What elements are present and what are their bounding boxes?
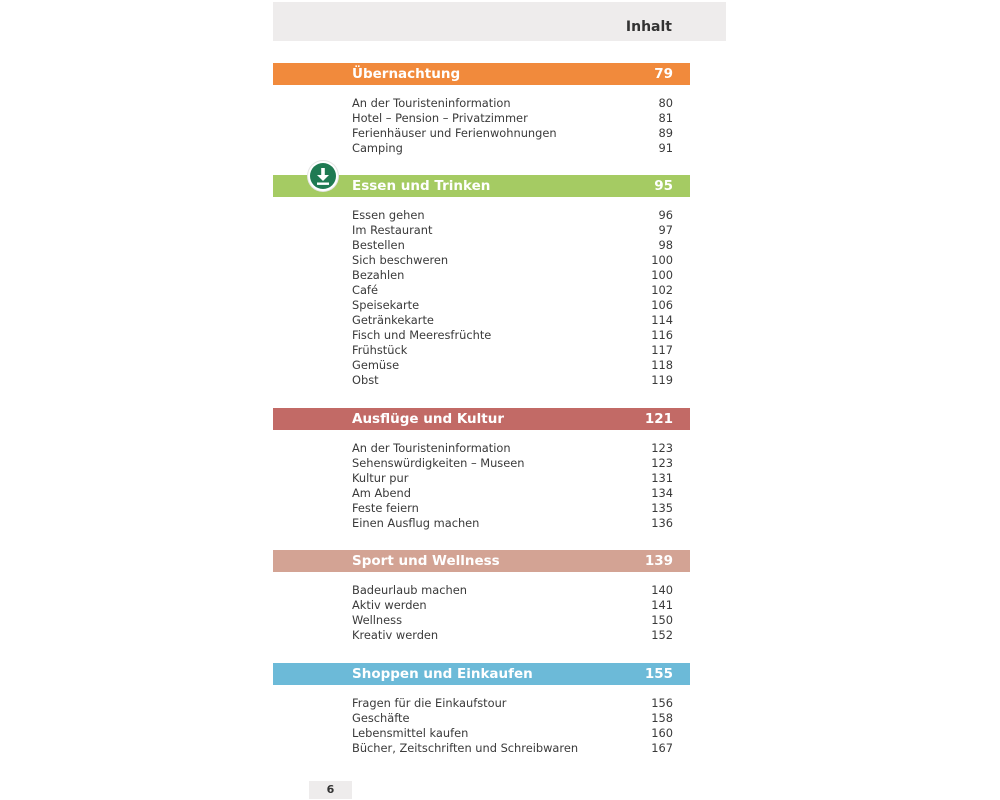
entry-page-number: 96 <box>658 208 673 222</box>
entry-label: Bezahlen <box>352 268 405 282</box>
toc-entry[interactable] <box>352 223 673 238</box>
section-header[interactable] <box>273 663 690 685</box>
page-number: 6 <box>326 783 335 796</box>
entry-list <box>352 696 673 756</box>
entry-label: Getränkekarte <box>352 313 434 327</box>
toc-entry[interactable] <box>352 741 673 756</box>
entry-label: Badeurlaub machen <box>352 583 467 597</box>
section-page-number: 95 <box>654 178 673 194</box>
entry-page-number: 91 <box>658 141 673 155</box>
entry-page-number: 156 <box>651 696 673 710</box>
entry-label: Sich beschweren <box>352 253 449 267</box>
entry-label: Kreativ werden <box>352 628 439 642</box>
entry-page-number: 98 <box>658 238 673 252</box>
entry-page-number: 97 <box>658 223 673 237</box>
entry-page-number: 160 <box>651 726 673 740</box>
toc-entry[interactable] <box>352 516 673 531</box>
entry-list <box>352 208 673 388</box>
entry-page-number: 116 <box>651 328 673 342</box>
toc-entry[interactable] <box>352 456 673 471</box>
entry-page-number: 135 <box>651 501 673 515</box>
entry-label: Am Abend <box>352 486 411 500</box>
toc-entry[interactable] <box>352 358 673 373</box>
entry-page-number: 81 <box>658 111 673 125</box>
section-page-number: 139 <box>644 553 673 569</box>
toc-entry[interactable] <box>352 328 673 343</box>
entry-label: Aktiv werden <box>352 598 427 612</box>
toc-entry[interactable] <box>352 268 673 283</box>
toc-entry[interactable] <box>352 343 673 358</box>
entry-label: An der Touristeninformation <box>352 96 511 110</box>
toc-entry[interactable] <box>352 111 673 126</box>
entry-label: Lebensmittel kaufen <box>352 726 469 740</box>
entry-page-number: 136 <box>651 516 673 530</box>
entry-label: Obst <box>352 373 379 387</box>
section-page-number: 79 <box>654 66 673 82</box>
toc-entry[interactable] <box>352 726 673 741</box>
section-title: Essen und Trinken <box>352 178 491 194</box>
entry-label: Café <box>352 283 378 297</box>
toc-entry[interactable] <box>352 96 673 111</box>
entry-page-number: 158 <box>651 711 673 725</box>
toc-entry[interactable] <box>352 583 673 598</box>
toc-entry[interactable] <box>352 208 673 223</box>
entry-page-number: 80 <box>658 96 673 110</box>
entry-label: An der Touristeninformation <box>352 441 511 455</box>
entry-page-number: 123 <box>651 456 673 470</box>
entry-page-number: 100 <box>651 268 673 282</box>
toc-entry[interactable] <box>352 711 673 726</box>
entry-label: Fisch und Meeresfrüchte <box>352 328 492 342</box>
toc-entry[interactable] <box>352 613 673 628</box>
entry-page-number: 100 <box>651 253 673 267</box>
toc-entry[interactable] <box>352 313 673 328</box>
toc-entry[interactable] <box>352 253 673 268</box>
section-header[interactable] <box>273 408 690 430</box>
entry-page-number: 167 <box>651 741 673 755</box>
download-button[interactable] <box>308 161 338 191</box>
toc-entry[interactable] <box>352 696 673 711</box>
entry-label: Camping <box>352 141 403 155</box>
toc-entry[interactable] <box>352 141 673 156</box>
entry-label: Bestellen <box>352 238 405 252</box>
entry-label: Speisekarte <box>352 298 420 312</box>
page-header <box>273 2 726 41</box>
section-header[interactable] <box>273 550 690 572</box>
entry-page-number: 114 <box>651 313 673 327</box>
toc-entry[interactable] <box>352 471 673 486</box>
section-page-number: 121 <box>644 411 673 427</box>
toc-entry[interactable] <box>352 598 673 613</box>
section-title: Shoppen und Einkaufen <box>352 666 533 682</box>
entry-page-number: 131 <box>651 471 673 485</box>
entry-page-number: 102 <box>651 283 673 297</box>
toc-entry[interactable] <box>352 238 673 253</box>
download-icon <box>309 162 337 190</box>
entry-label: Gemüse <box>352 358 400 372</box>
entry-label: Ferienhäuser und Ferienwohnungen <box>352 126 557 140</box>
toc-entry[interactable] <box>352 486 673 501</box>
entry-label: Essen gehen <box>352 208 425 222</box>
toc-entry[interactable] <box>352 441 673 456</box>
entry-label: Bücher, Zeitschriften und Schreibwaren <box>352 741 579 755</box>
section-page-number: 155 <box>644 666 673 682</box>
toc-entry[interactable] <box>352 373 673 388</box>
entry-label: Fragen für die Einkaufstour <box>352 696 507 710</box>
entry-page-number: 119 <box>651 373 673 387</box>
toc-entry[interactable] <box>352 126 673 141</box>
section-header[interactable] <box>273 63 690 85</box>
entry-list <box>352 441 673 531</box>
section-title: Übernachtung <box>352 66 461 82</box>
section-title: Ausflüge und Kultur <box>352 411 505 427</box>
entry-page-number: 141 <box>651 598 673 612</box>
toc-entry[interactable] <box>352 501 673 516</box>
toc-entry[interactable] <box>352 628 673 643</box>
entry-label: Einen Ausflug machen <box>352 516 480 530</box>
toc-entry[interactable] <box>352 283 673 298</box>
page-number-box <box>309 781 352 799</box>
entry-label: Feste feiern <box>352 501 419 515</box>
section-title: Sport und Wellness <box>352 553 500 569</box>
entry-page-number: 123 <box>651 441 673 455</box>
entry-label: Wellness <box>352 613 403 627</box>
entry-page-number: 140 <box>651 583 673 597</box>
entry-page-number: 152 <box>651 628 673 642</box>
entry-list <box>352 96 673 156</box>
entry-list <box>352 583 673 643</box>
toc-entry[interactable] <box>352 298 673 313</box>
entry-label: Frühstück <box>352 343 408 357</box>
entry-label: Hotel – Pension – Privatzimmer <box>352 111 528 125</box>
entry-page-number: 117 <box>651 343 673 357</box>
entry-page-number: 118 <box>651 358 673 372</box>
entry-page-number: 106 <box>651 298 673 312</box>
entry-label: Im Restaurant <box>352 223 433 237</box>
entry-page-number: 134 <box>651 486 673 500</box>
entry-label: Kultur pur <box>352 471 409 485</box>
entry-page-number: 89 <box>658 126 673 140</box>
entry-page-number: 150 <box>651 613 673 627</box>
page-title: Inhalt <box>625 19 672 35</box>
entry-label: Sehenswürdigkeiten – Museen <box>352 456 525 470</box>
entry-label: Geschäfte <box>352 711 410 725</box>
